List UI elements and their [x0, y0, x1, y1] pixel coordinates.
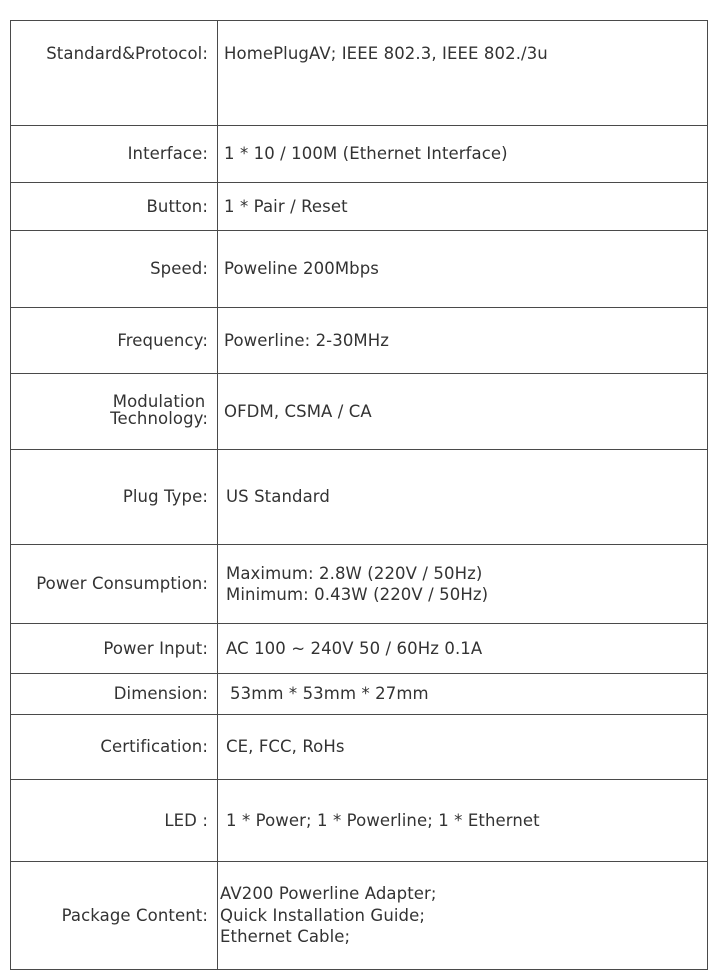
spec-value-cell [218, 862, 708, 970]
spec-row-modulation-technology [11, 374, 708, 450]
spec-value-cell [218, 780, 708, 862]
spec-value-cell [218, 126, 708, 183]
spec-label-power-input: Power Input: [103, 638, 208, 658]
spec-row-frequency [11, 308, 708, 374]
spec-label-cell [11, 545, 218, 624]
spec-value-power-consumption-min: Minimum: 0.43W (220V / 50Hz) [226, 585, 489, 604]
spec-value-cell [218, 183, 708, 231]
spec-label-standard-protocol: Standard&Protocol: [46, 44, 208, 63]
spec-label-cell [11, 231, 218, 308]
spec-label-line: Technology: [110, 408, 208, 428]
spec-value-power-input: AC 100 ~ 240V 50 / 60Hz 0.1A [226, 638, 483, 658]
spec-label-cell [11, 450, 218, 545]
spec-label-frequency: Frequency: [117, 330, 208, 350]
spec-label-power-consumption: Power Consumption: [36, 574, 208, 594]
spec-value-cell [218, 450, 708, 545]
spec-label-certification: Certification: [100, 737, 208, 757]
package-item: Ethernet Cable; [220, 927, 351, 947]
spec-value-speed: Poweline 200Mbps [224, 259, 379, 279]
spec-label-cell [11, 780, 218, 862]
spec-label-cell [11, 126, 218, 183]
spec-label-package-content: Package Content: [61, 905, 208, 925]
spec-label-led: LED : [164, 810, 208, 830]
spec-row-interface [11, 126, 708, 183]
spec-value-power-consumption-max: Maximum: 2.8W (220V / 50Hz) [226, 563, 483, 583]
spec-value-plug-type: US Standard [226, 487, 330, 507]
spec-label-cell [11, 183, 218, 231]
spec-row-button [11, 183, 708, 231]
package-item: Quick Installation Guide; [220, 905, 426, 925]
spec-row-led [11, 780, 708, 862]
spec-row-speed [11, 231, 708, 308]
spec-label-cell [11, 308, 218, 374]
spec-row-power-consumption [11, 545, 708, 624]
spec-row-standard-protocol [11, 21, 708, 126]
spec-value-cell [218, 674, 708, 715]
spec-row-dimension [11, 674, 708, 715]
spec-label-dimension: Dimension: [113, 684, 208, 704]
spec-label-cell [11, 624, 218, 674]
spec-value-cell [218, 545, 708, 624]
spec-label-cell [11, 21, 218, 126]
spec-label-button: Button: [146, 196, 208, 216]
spec-value-cell [218, 308, 708, 374]
spec-label-modulation-technology [110, 394, 208, 427]
spec-value-cell [218, 231, 708, 308]
spec-value-button: 1 * Pair / Reset [224, 196, 348, 216]
spec-table [10, 20, 708, 970]
spec-value-standard-protocol: HomePlugAV; IEEE 802.3, IEEE 802./3u [224, 44, 548, 63]
spec-label-cell [11, 715, 218, 780]
spec-label-interface: Interface: [127, 144, 208, 164]
spec-label-cell [11, 674, 218, 715]
spec-row-power-input [11, 624, 708, 674]
spec-row-plug-type [11, 450, 708, 545]
spec-value-cell [218, 21, 708, 126]
spec-value-cell [218, 715, 708, 780]
package-item: AV200 Powerline Adapter; [220, 884, 437, 904]
spec-label-speed: Speed: [150, 259, 208, 279]
spec-value-modulation-technology: OFDM, CSMA / CA [224, 401, 372, 421]
spec-value-cell [218, 374, 708, 450]
spec-row-certification [11, 715, 708, 780]
spec-value-dimension: 53mm * 53mm * 27mm [230, 684, 429, 704]
spec-label-plug-type: Plug Type: [122, 487, 208, 507]
spec-value-frequency: Powerline: 2-30MHz [224, 330, 390, 350]
spec-label-line: Modulation [112, 392, 206, 412]
spec-value-interface: 1 * 10 / 100M (Ethernet Interface) [224, 144, 508, 164]
spec-label-cell [11, 862, 218, 970]
spec-value-cell [218, 624, 708, 674]
spec-value-certification: CE, FCC, RoHs [226, 737, 345, 757]
spec-label-cell [11, 374, 218, 450]
spec-value-led: 1 * Power; 1 * Powerline; 1 * Ethernet [226, 810, 540, 830]
spec-row-package-content [11, 862, 708, 970]
